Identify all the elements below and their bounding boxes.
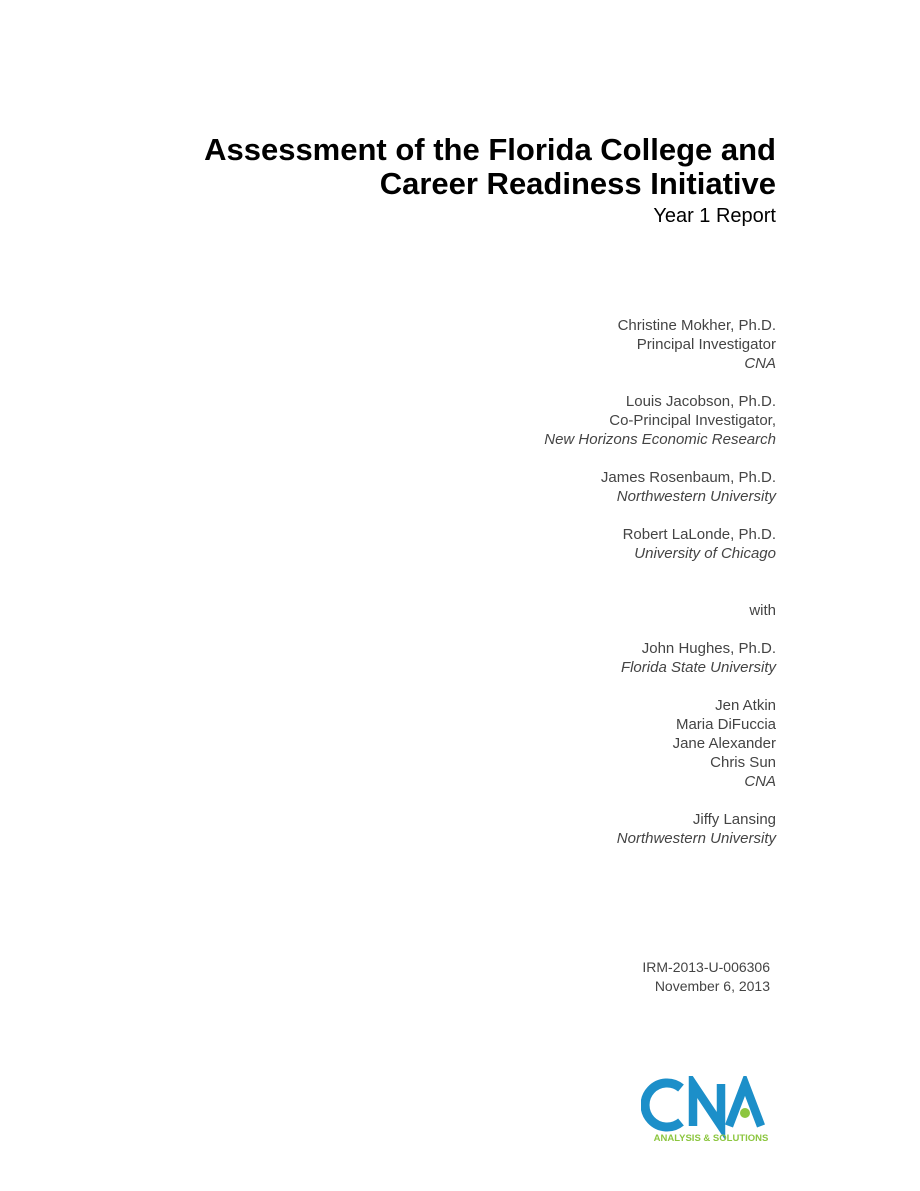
report-meta xyxy=(642,958,770,996)
author-affiliation: New Horizons Economic Research xyxy=(544,431,776,448)
contributor-name-line: Jane Alexander xyxy=(672,735,776,752)
author-name-line: Christine Mokher, Ph.D. xyxy=(617,317,776,334)
logo-accent-dot xyxy=(740,1108,750,1118)
contributor-affiliation: Florida State University xyxy=(620,659,776,676)
contributor-affiliation: CNA xyxy=(744,773,776,790)
contributor-name-line: John Hughes, Ph.D. xyxy=(641,640,776,657)
contributing-authors xyxy=(544,639,776,848)
title-block xyxy=(204,133,776,229)
author-group xyxy=(544,468,776,506)
author-name-line: Principal Investigator xyxy=(636,336,776,353)
author-name-line: Robert LaLonde, Ph.D. xyxy=(622,526,776,543)
report-title-line-2: Career Readiness Initiative xyxy=(379,166,776,201)
report-title-line-1: Assessment of the Florida College and xyxy=(204,132,776,167)
author-affiliation: CNA xyxy=(744,355,776,372)
with-label: with xyxy=(749,602,776,619)
report-subtitle: Year 1 Report xyxy=(653,205,776,227)
contributor-group xyxy=(544,696,776,791)
author-list xyxy=(544,316,776,867)
author-group xyxy=(544,525,776,563)
author-affiliation: Northwestern University xyxy=(616,488,776,505)
contributor-name-line: Chris Sun xyxy=(710,754,776,771)
author-name-line: Co-Principal Investigator, xyxy=(609,412,776,429)
report-number: IRM-2013-U-006306 xyxy=(642,959,770,975)
contributor-name-line: Jiffy Lansing xyxy=(692,811,776,828)
logo-letter-a xyxy=(729,1084,761,1126)
cna-logo xyxy=(641,1076,781,1146)
author-affiliation: University of Chicago xyxy=(634,545,776,562)
author-name-line: James Rosenbaum, Ph.D. xyxy=(600,469,776,486)
contributor-name-line: Maria DiFuccia xyxy=(675,716,776,733)
contributor-group xyxy=(544,639,776,677)
logo-letter-c xyxy=(645,1083,681,1127)
cna-logo-mark xyxy=(641,1076,781,1146)
contributor-affiliation: Northwestern University xyxy=(616,830,776,847)
contributor-group xyxy=(544,810,776,848)
principal-authors xyxy=(544,316,776,563)
report-date: November 6, 2013 xyxy=(654,978,770,994)
author-name-line: Louis Jacobson, Ph.D. xyxy=(625,393,776,410)
author-group xyxy=(544,316,776,373)
logo-tagline: ANALYSIS & SOLUTIONS xyxy=(653,1133,769,1144)
contributor-name-line: Jen Atkin xyxy=(715,697,776,714)
author-group xyxy=(544,392,776,449)
logo-letter-n xyxy=(693,1084,721,1126)
